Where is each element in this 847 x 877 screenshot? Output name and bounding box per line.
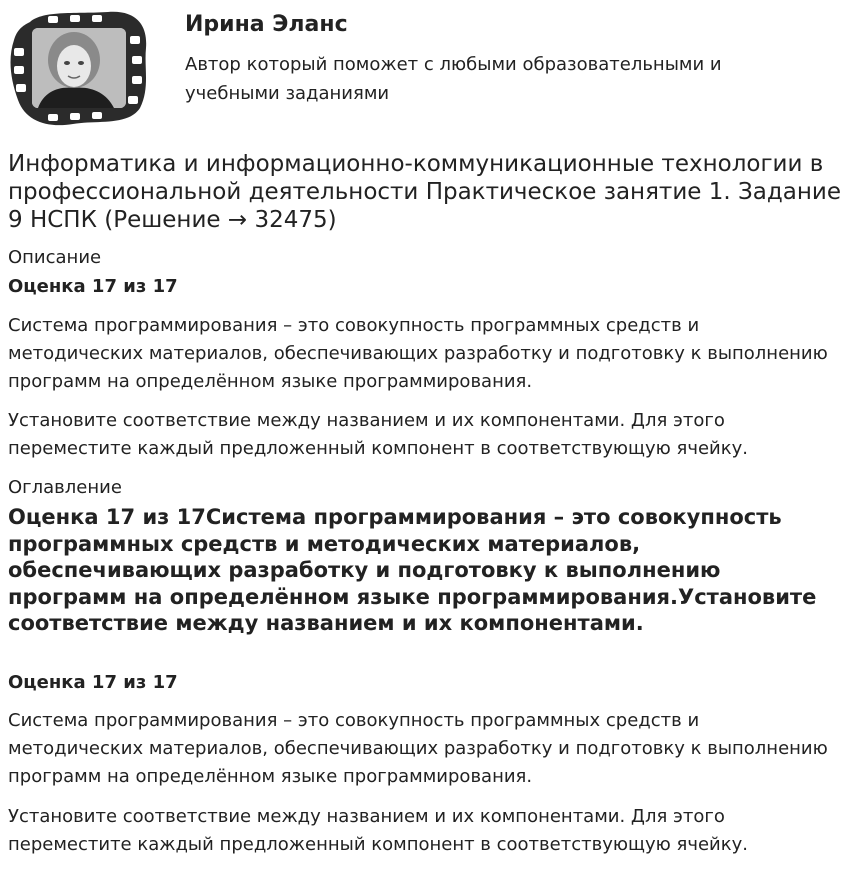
page-title: Информатика и информационно-коммуникационные технологии в профессиональной деятельности Практическое занятие 1. Задание 9 НСПК (Решение → 32475) bbox=[8, 151, 841, 233]
author-description: Автор который поможет с любыми образовательными и учебными заданиями bbox=[185, 54, 722, 104]
description-paragraph-2: Установите соответствие между названием и их компонентами. Для этого переместите каждый предложенный компонент в соответствующую ячейку. bbox=[8, 410, 748, 459]
toc-rating: Оценка 17 из 17 bbox=[8, 672, 178, 693]
author-name[interactable]: Ирина Эланс bbox=[185, 12, 348, 37]
author-photo-icon bbox=[8, 8, 150, 128]
toc-paragraph-2: Установите соответствие между названием и их компонентами. Для этого переместите каждый предложенный компонент в соответствующую ячейку. bbox=[8, 806, 748, 855]
description-paragraph-1: Система программирования – это совокупность программных средств и методических материалов, обеспечивающих разработку и подготовку к выполнению программ на определённом языке программирования. bbox=[8, 315, 828, 392]
author-avatar[interactable] bbox=[8, 8, 150, 128]
author-block bbox=[8, 8, 838, 128]
toc-label: Оглавление bbox=[8, 477, 122, 498]
description-rating: Оценка 17 из 17 bbox=[8, 276, 178, 297]
description-label: Описание bbox=[8, 247, 102, 268]
toc-heading[interactable]: Оценка 17 из 17Система программирования – это совокупность программных средств и методических материалов, обеспечивающих разработку и подготовку к выполнению программ на определённом языке программирования.Установите соответствие между названием и их компонентами. bbox=[8, 505, 817, 635]
toc-paragraph-1: Система программирования – это совокупность программных средств и методических материалов, обеспечивающих разработку и подготовку к выполнению программ на определённом языке программирования. bbox=[8, 710, 828, 787]
